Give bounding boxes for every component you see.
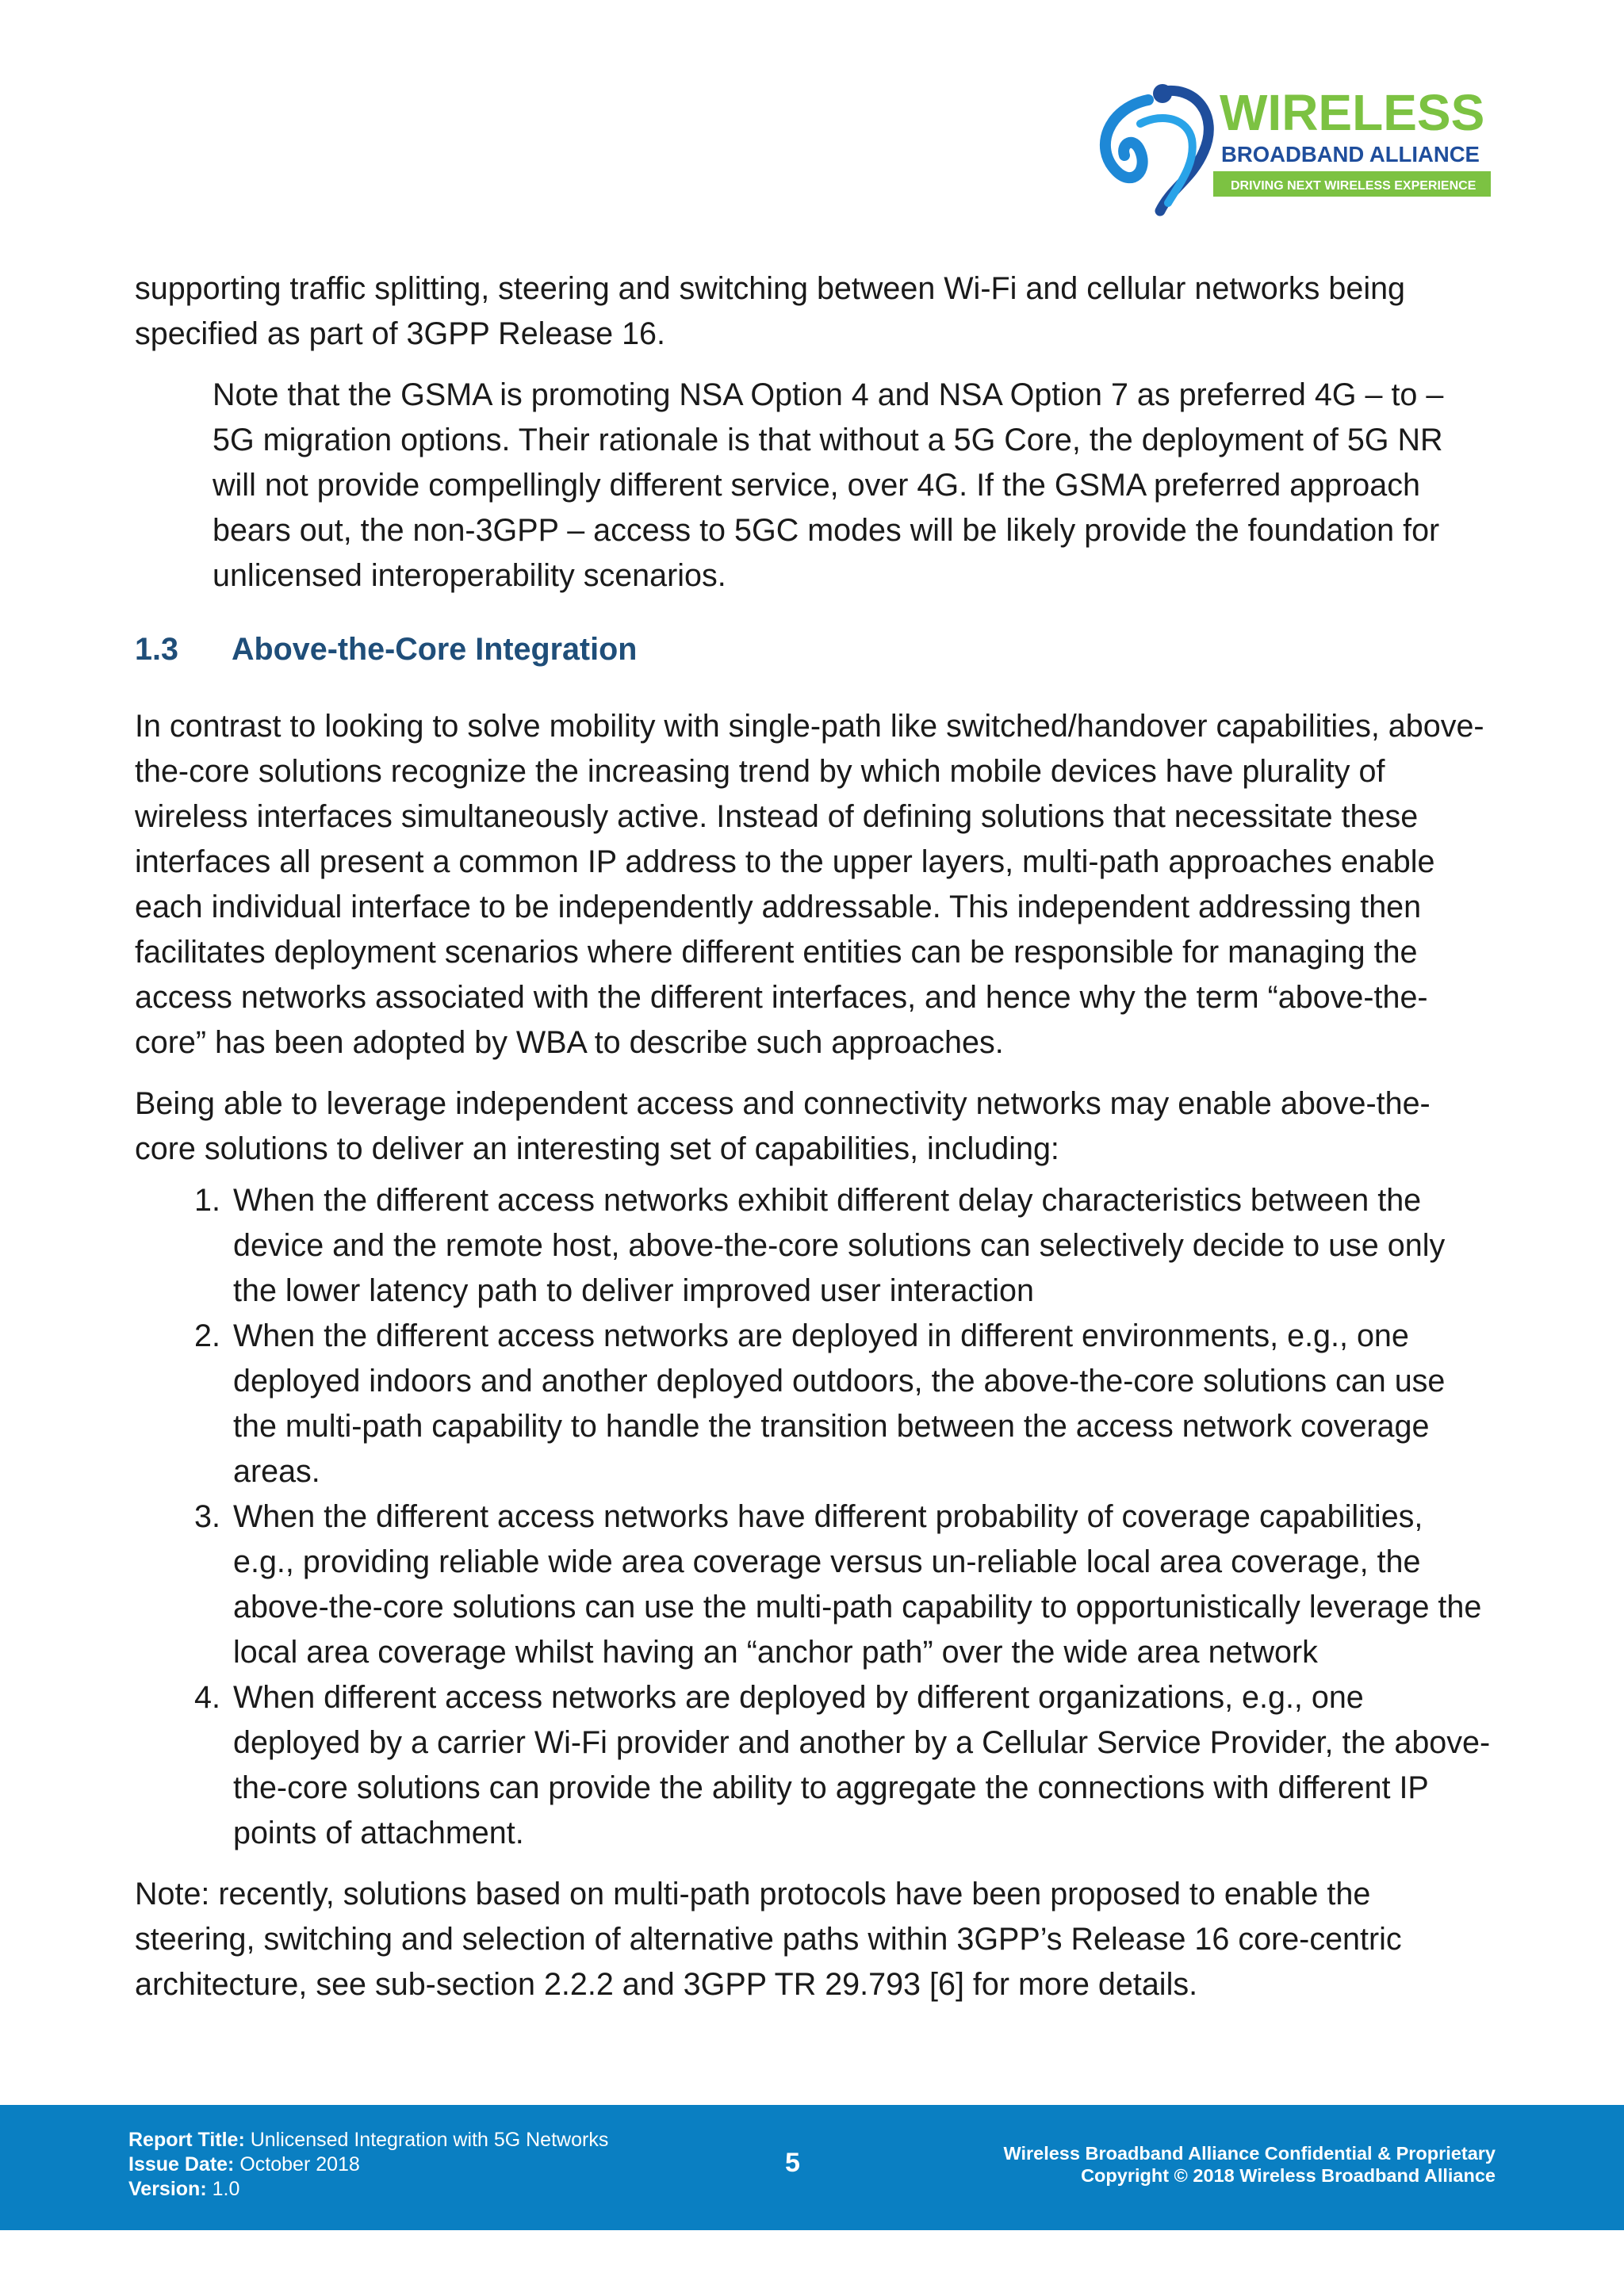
gsma-note: Note that the GSMA is promoting NSA Option 4 and NSA Option 7 as preferred 4G – to – 5G migration options. Their rationale is that without a 5G Core, the deployment of 5G NR will not provide compellingly different service, over 4G. If the GSMA preferred approach bears out, the non-3GPP – access to 5GC modes will be likely provide the foundation for unlicensed interoperability scenarios.: [213, 377, 1444, 593]
report-title-label: Report Title:: [128, 2129, 245, 2151]
section-title: Above-the-Core Integration: [232, 632, 638, 667]
list-item: [135, 1178, 1491, 1314]
paragraph-multipath-note: Note: recently, solutions based on multi-path protocols have been proposed to enable the steering, switching and selection of alternative paths within 3GPP’s Release 16 core-centric architecture, see sub-section 2.2.2 and 3GPP TR 29.793 [6] for more details.: [135, 1877, 1402, 2002]
paragraph-above-the-core: In contrast to looking to solve mobility with single-path like switched/handover capabilities, above-the-core solutions recognize the increasing trend by which mobile devices have plurality of wireless interfaces simultaneously active. Instead of defining solutions that necessitate these interfaces all present a common IP address to the upper layers, multi-path approaches enable each individual interface to be independently addressable. This independent addressing then facilitates deployment scenarios where different entities can be responsible for managing the access networks associated with the different interfaces, and hence why the term “above-the-core” has been adopted by WBA to describe such approaches.: [135, 709, 1484, 1060]
page-footer: [0, 2105, 1624, 2230]
footer-legal: [1003, 2142, 1496, 2187]
footer-report-info: [128, 2128, 608, 2202]
report-title: Unlicensed Integration with 5G Networks: [250, 2129, 609, 2151]
capabilities-list: [135, 1178, 1491, 1856]
list-item-text: When the different access networks exhibit different delay characteristics between the device and the remote host, above-the-core solutions can selectively decide to use only the lower latency path to deliver improved user interaction: [233, 1183, 1446, 1308]
copyright-notice: Copyright © 2018 Wireless Broadband Alliance: [1081, 2165, 1496, 2186]
version-label: Version:: [128, 2178, 207, 2200]
logo-subtitle: BROADBAND ALLIANCE: [1221, 142, 1480, 166]
list-item-text: When the different access networks are deployed in different environments, e.g., one deployed indoors and another deployed outdoors, the above-the-core solutions can use the multi-path capability to handle the transition between the access network coverage areas.: [233, 1318, 1446, 1489]
section-heading: [135, 627, 1491, 672]
logo-tagline: DRIVING NEXT WIRELESS EXPERIENCE: [1231, 179, 1477, 193]
paragraph-capabilities-intro: Being able to leverage independent access and connectivity networks may enable above-the-core solutions to deliver an interesting set of capabilities, including:: [135, 1086, 1431, 1166]
list-item: [135, 1494, 1491, 1675]
confidential-notice: Wireless Broadband Alliance Confidential & Proprietary: [1003, 2143, 1496, 2164]
ribbon-logo-icon: [1105, 84, 1208, 211]
list-marker: 2.: [194, 1318, 220, 1353]
page-body: [135, 266, 1491, 2023]
list-marker: 4.: [194, 1680, 220, 1715]
list-item-text: When the different access networks have different probability of coverage capabilities, e.g., providing reliable wide area coverage versus un-reliable local area coverage, the above-the-core solutions can use the multi-path capability to opportunistically leverage the local area coverage whilst having an “anchor path” over the wide area network: [233, 1499, 1482, 1670]
version: 1.0: [212, 2178, 240, 2200]
list-item: [135, 1314, 1491, 1494]
list-marker: 3.: [194, 1499, 220, 1534]
list-item-text: When different access networks are deployed by different organizations, e.g., one deployed by a carrier Wi-Fi provider and another by a Cellular Service Provider, the above-the-core solutions can provide the ability to aggregate the connections with different IP points of attachment.: [233, 1680, 1491, 1850]
list-item: [135, 1675, 1491, 1856]
page-number: 5: [785, 2148, 800, 2178]
issue-date: October 2018: [239, 2153, 360, 2175]
wireless-broadband-alliance-logo: [1093, 76, 1492, 219]
issue-date-label: Issue Date:: [128, 2153, 235, 2175]
list-marker: 1.: [194, 1183, 220, 1218]
section-number: 1.3: [135, 632, 178, 667]
logo-name: WIRELESS: [1220, 84, 1485, 141]
paragraph-intro: supporting traffic splitting, steering and switching between Wi-Fi and cellular networks being specified as part of 3GPP Release 16.: [135, 271, 1406, 351]
